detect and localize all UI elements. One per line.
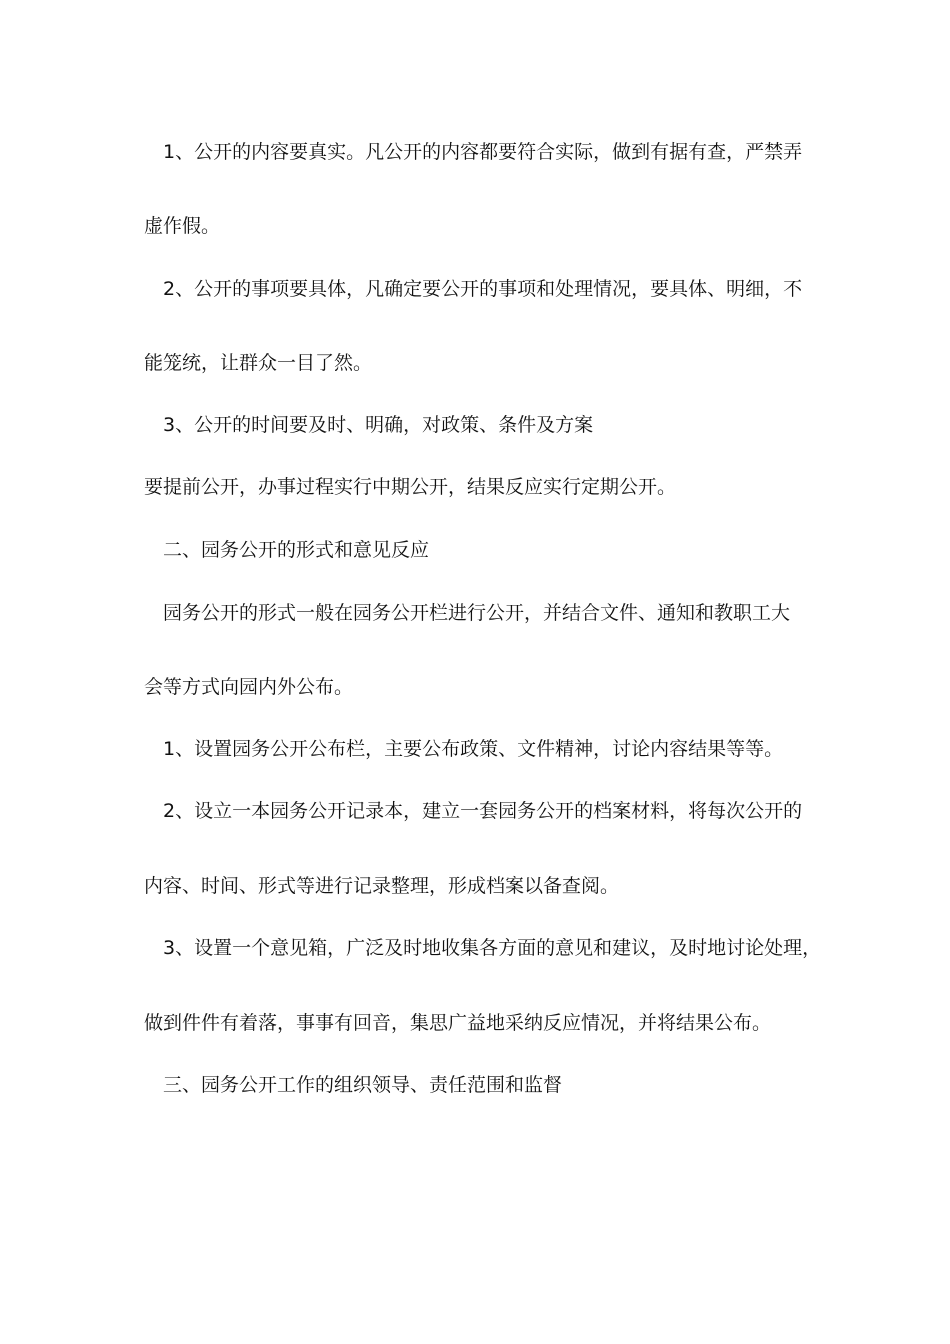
paragraph-text: 2、公开的事项要具体，凡确定要公开的事项和处理情况，要具体、明细，不 [163, 278, 803, 300]
section-heading: 三、园务公开工作的组织领导、责任范围和监督 [163, 1074, 563, 1096]
paragraph-text: 虚作假。 [144, 215, 221, 237]
paragraph-text: 做到件件有着落，事事有回音，集思广益地采纳反应情况，并将结果公布。 [144, 1012, 772, 1034]
paragraph-text: 会等方式向园内外公布。 [144, 676, 354, 698]
paragraph-text: 内容、时间、形式等进行记录整理，形成档案以备查阅。 [144, 875, 620, 897]
paragraph-text: 2、设立一本园务公开记录本，建立一套园务公开的档案材料，将每次公开的 [163, 800, 803, 822]
paragraph-text: 能笼统，让群众一目了然。 [144, 352, 373, 374]
paragraph-text: 1、设置园务公开公布栏，主要公布政策、文件精神，讨论内容结果等等。 [163, 738, 784, 760]
paragraph-text: 要提前公开，办事过程实行中期公开，结果反应实行定期公开。 [144, 476, 677, 498]
paragraph-text: 3、公开的时间要及时、明确，对政策、条件及方案 [163, 414, 594, 436]
section-heading: 二、园务公开的形式和意见反应 [163, 539, 430, 561]
paragraph-text: 园务公开的形式一般在园务公开栏进行公开，并结合文件、通知和教职工大 [163, 602, 791, 624]
paragraph-text: 3、设置一个意见箱，广泛及时地收集各方面的意见和建议，及时地讨论处理， [163, 937, 822, 959]
paragraph-text: 1、公开的内容要真实。凡公开的内容都要符合实际，做到有据有查，严禁弄 [163, 141, 803, 163]
